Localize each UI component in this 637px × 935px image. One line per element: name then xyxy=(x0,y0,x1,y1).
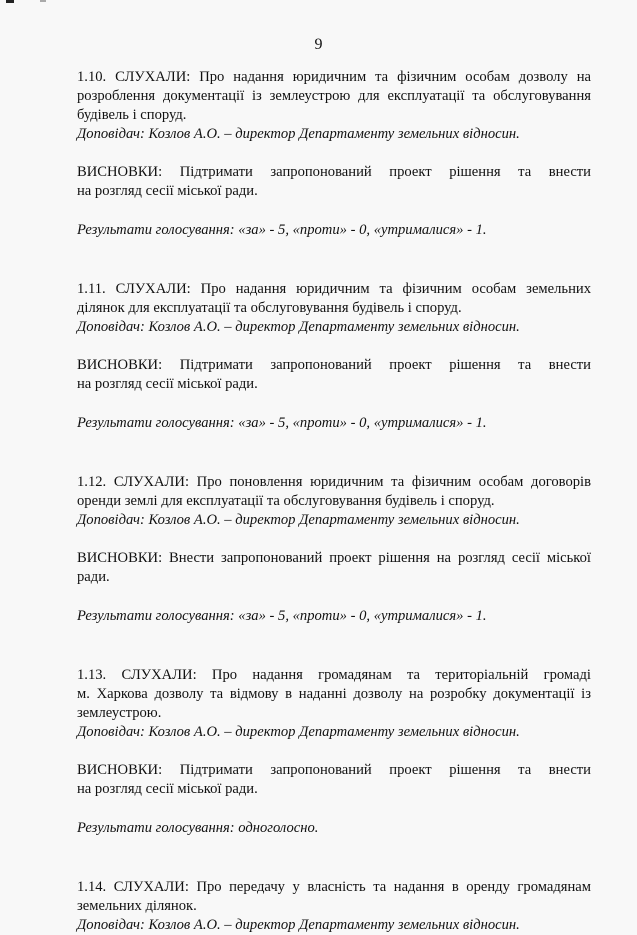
heard-text: оренди землі для експлуатації та обслуговування будівель і споруд. xyxy=(77,493,495,509)
conclusion-text: ВИСНОВКИ: Підтримати запропонований проект рішення та внести xyxy=(77,357,591,373)
heard-text: м. Харкова дозволу та відмову в наданні дозволу на розробку документації із xyxy=(77,686,591,702)
speaker-line: Доповідач: Козлов А.О. – директор Департаменту земельних відносин. xyxy=(77,724,520,740)
vote-result: Результати голосування: «за» - 5, «проти» - 0, «утрималися» - 1. xyxy=(77,415,487,431)
heard-text: 1.12. СЛУХАЛИ: Про поновлення юридичним та фізичним особам договорів xyxy=(77,474,591,490)
heard-text: будівель і споруд. xyxy=(77,107,187,123)
agenda-item-1-11 xyxy=(77,280,591,433)
heard-text: 1.14. СЛУХАЛИ: Про передачу у власність та надання в оренду громадянам xyxy=(77,879,591,895)
vote-result: Результати голосування: «за» - 5, «проти» - 0, «утрималися» - 1. xyxy=(77,222,487,238)
scan-artifact xyxy=(40,0,46,2)
heard-text: 1.10. СЛУХАЛИ: Про надання юридичним та фізичним особам дозволу на xyxy=(77,69,591,85)
vote-result: Результати голосування: «за» - 5, «проти» - 0, «утрималися» - 1. xyxy=(77,608,487,624)
speaker-line: Доповідач: Козлов А.О. – директор Департаменту земельних відносин. xyxy=(77,917,520,933)
speaker-line: Доповідач: Козлов А.О. – директор Департаменту земельних відносин. xyxy=(77,512,520,528)
speaker-line: Доповідач: Козлов А.О. – директор Департаменту земельних відносин. xyxy=(77,319,520,335)
heard-text: землеустрою. xyxy=(77,705,162,721)
vote-result: Результати голосування: одноголосно. xyxy=(77,820,319,836)
page-number: 9 xyxy=(314,36,323,53)
conclusion-text: на розгляд сесії міської ради. xyxy=(77,781,258,797)
conclusion-text: ВИСНОВКИ: Підтримати запропонований проект рішення та внести xyxy=(77,762,591,778)
agenda-item-1-13 xyxy=(77,666,591,838)
heard-text: 1.11. СЛУХАЛИ: Про надання юридичним та фізичним особам земельних xyxy=(77,281,591,297)
document-body xyxy=(77,68,591,935)
conclusion-text: ВИСНОВКИ: Підтримати запропонований проект рішення та внести xyxy=(77,164,591,180)
conclusion-text: на розгляд сесії міської ради. xyxy=(77,183,258,199)
conclusion-text: на розгляд сесії міської ради. xyxy=(77,376,258,392)
conclusion-text: ради. xyxy=(77,569,110,585)
speaker-line: Доповідач: Козлов А.О. – директор Департаменту земельних відносин. xyxy=(77,126,520,142)
heard-text: ділянок для експлуатації та обслуговування будівель і споруд. xyxy=(77,300,462,316)
heard-text: розроблення документації із землеустрою для експлуатації та обслуговування xyxy=(77,88,591,104)
scan-artifact xyxy=(6,0,14,3)
heard-text: 1.13. СЛУХАЛИ: Про надання громадянам та територіальній громаді xyxy=(77,667,591,683)
agenda-item-1-12 xyxy=(77,473,591,626)
agenda-item-1-14 xyxy=(77,878,591,935)
conclusion-text: ВИСНОВКИ: Внести запропонований проект рішення на розгляд сесії міської xyxy=(77,550,591,566)
agenda-item-1-10 xyxy=(77,68,591,240)
heard-text: земельних ділянок. xyxy=(77,898,197,914)
